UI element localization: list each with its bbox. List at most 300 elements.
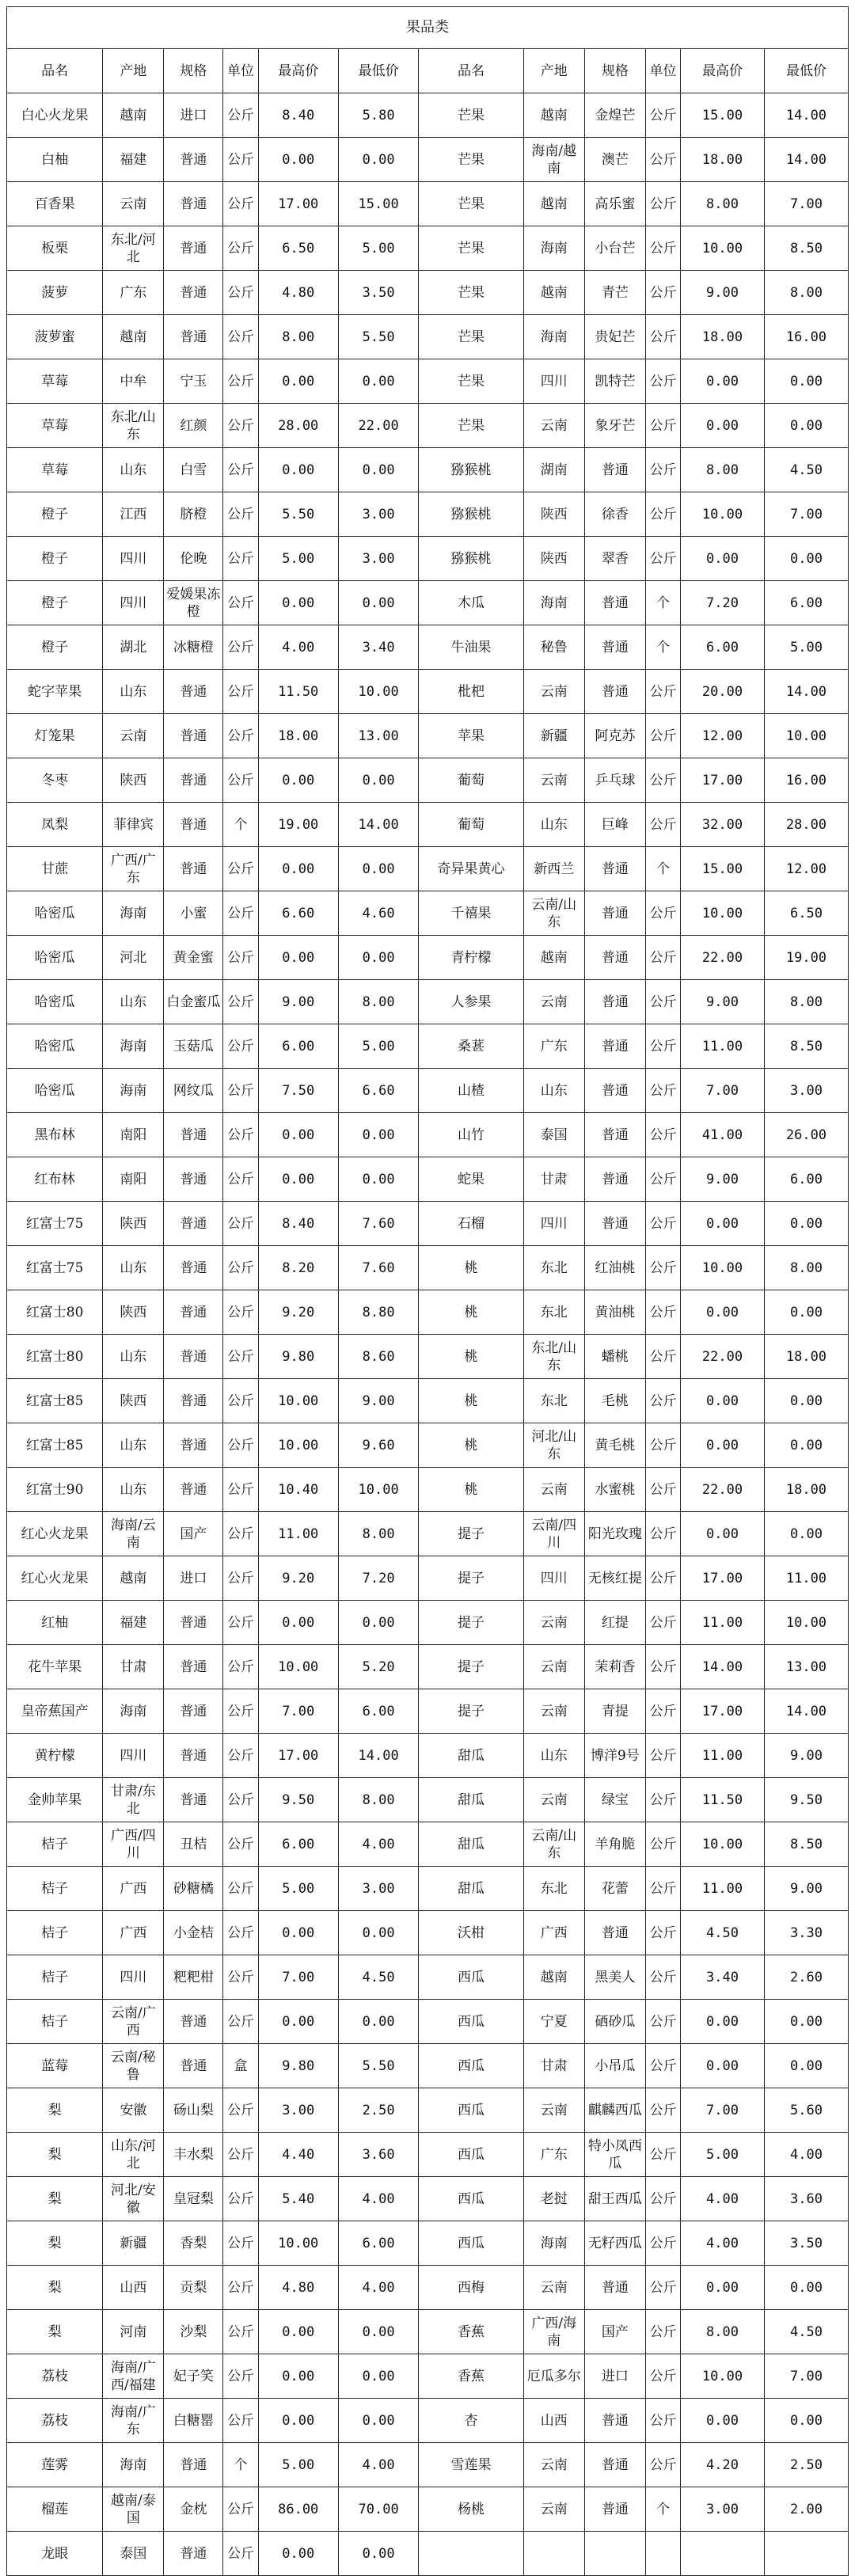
- cell-unit-left: 公斤: [223, 404, 258, 448]
- cell-max-price-left: 4.40: [258, 2133, 338, 2177]
- cell-min-price-right: 2.50: [764, 2443, 848, 2487]
- cell-name-left: 冬枣: [7, 758, 103, 803]
- table-row: [7, 625, 849, 670]
- cell-unit-left: 公斤: [223, 2532, 258, 2576]
- cell-unit-left: 公斤: [223, 936, 258, 980]
- cell-origin-left: 云南/秘鲁: [103, 2044, 164, 2088]
- cell-name-left: 金帅苹果: [7, 1778, 103, 1822]
- cell-unit-right: 公斤: [645, 1379, 680, 1423]
- cell-name-left: 红富士85: [7, 1379, 103, 1423]
- price-sheet: [6, 6, 849, 2576]
- cell-origin-left: 四川: [103, 537, 164, 581]
- cell-name-right: 西瓜: [419, 2221, 523, 2266]
- table-row: [7, 891, 849, 936]
- cell-origin-right: 老挝: [523, 2177, 584, 2221]
- cell-unit-right: [645, 2532, 680, 2576]
- cell-max-price-left: 4.80: [258, 2266, 338, 2310]
- cell-unit-right: 公斤: [645, 2354, 680, 2399]
- cell-unit-left: 公斤: [223, 537, 258, 581]
- cell-name-right: 猕猴桃: [419, 492, 523, 537]
- cell-name-right: 奇异果黄心: [419, 847, 523, 891]
- cell-unit-left: 公斤: [223, 138, 258, 182]
- cell-spec-left: 伦晚: [164, 537, 223, 581]
- cell-name-left: 红柚: [7, 1601, 103, 1645]
- cell-unit-left: 公斤: [223, 980, 258, 1024]
- cell-origin-right: 东北: [523, 1290, 584, 1335]
- cell-origin-right: 甘肃: [523, 2044, 584, 2088]
- cell-max-price-right: 10.00: [681, 226, 765, 271]
- cell-unit-right: 公斤: [645, 980, 680, 1024]
- cell-origin-right: 越南: [523, 93, 584, 138]
- cell-min-price-right: 5.60: [764, 2088, 848, 2133]
- cell-spec-right: 黄毛桃: [584, 1423, 645, 1468]
- cell-unit-right: 公斤: [645, 1202, 680, 1246]
- cell-unit-right: 个: [645, 847, 680, 891]
- cell-name-left: 荔枝: [7, 2354, 103, 2399]
- cell-origin-left: 海南: [103, 891, 164, 936]
- cell-min-price-right: 14.00: [764, 138, 848, 182]
- cell-unit-left: 公斤: [223, 1290, 258, 1335]
- cell-min-price-right: 8.00: [764, 271, 848, 315]
- cell-min-price-left: 4.00: [338, 2177, 418, 2221]
- cell-max-price-right: 4.00: [681, 2177, 765, 2221]
- cell-origin-left: 山东: [103, 448, 164, 492]
- cell-origin-right: [523, 2532, 584, 2576]
- cell-spec-left: 宁玉: [164, 359, 223, 404]
- cell-name-left: 梨: [7, 2088, 103, 2133]
- cell-origin-right: 云南: [523, 2487, 584, 2532]
- cell-origin-left: 河南: [103, 2310, 164, 2354]
- cell-unit-left: 公斤: [223, 2310, 258, 2354]
- cell-min-price-left: 0.00: [338, 847, 418, 891]
- column-header-spec-left: 规格: [164, 49, 223, 93]
- cell-max-price-left: 11.00: [258, 1512, 338, 1556]
- table-row: [7, 1778, 849, 1822]
- cell-origin-left: 甘肃/东北: [103, 1778, 164, 1822]
- cell-unit-left: 公斤: [223, 359, 258, 404]
- cell-max-price-left: 0.00: [258, 448, 338, 492]
- cell-min-price-right: 9.00: [764, 1734, 848, 1778]
- cell-origin-left: 海南: [103, 2443, 164, 2487]
- cell-name-right: 山竹: [419, 1113, 523, 1157]
- cell-max-price-right: 11.00: [681, 1734, 765, 1778]
- cell-name-left: 蛇字苹果: [7, 670, 103, 714]
- cell-name-right: 桃: [419, 1468, 523, 1512]
- cell-min-price-right: 10.00: [764, 714, 848, 758]
- cell-max-price-left: 7.00: [258, 1955, 338, 2000]
- cell-origin-left: 菲律宾: [103, 803, 164, 847]
- table-row: [7, 1157, 849, 1202]
- cell-name-left: 红富士80: [7, 1290, 103, 1335]
- cell-unit-right: 公斤: [645, 1024, 680, 1069]
- table-row: [7, 1601, 849, 1645]
- cell-max-price-left: 0.00: [258, 1113, 338, 1157]
- table-row: [7, 404, 849, 448]
- cell-name-left: 红富士75: [7, 1202, 103, 1246]
- cell-max-price-left: 8.00: [258, 315, 338, 359]
- cell-max-price-right: 10.00: [681, 1246, 765, 1290]
- cell-max-price-right: 10.00: [681, 2354, 765, 2399]
- cell-unit-right: 公斤: [645, 1468, 680, 1512]
- cell-unit-left: 公斤: [223, 1556, 258, 1601]
- cell-spec-right: 麒麟西瓜: [584, 2088, 645, 2133]
- cell-origin-left: 海南/广西/福建: [103, 2354, 164, 2399]
- cell-unit-left: 公斤: [223, 492, 258, 537]
- cell-min-price-left: 0.00: [338, 2000, 418, 2044]
- cell-max-price-left: 8.20: [258, 1246, 338, 1290]
- cell-origin-left: 陕西: [103, 1290, 164, 1335]
- cell-unit-left: 公斤: [223, 891, 258, 936]
- cell-origin-right: 云南: [523, 758, 584, 803]
- cell-unit-right: 公斤: [645, 1423, 680, 1468]
- cell-unit-right: 公斤: [645, 492, 680, 537]
- cell-spec-left: 爱媛果冻橙: [164, 581, 223, 625]
- cell-origin-left: 云南/广西: [103, 2000, 164, 2044]
- cell-min-price-right: 2.00: [764, 2487, 848, 2532]
- cell-unit-right: 公斤: [645, 714, 680, 758]
- cell-origin-left: 新疆: [103, 2221, 164, 2266]
- cell-name-right: 桃: [419, 1290, 523, 1335]
- cell-max-price-left: 0.00: [258, 758, 338, 803]
- cell-unit-left: 盒: [223, 2044, 258, 2088]
- cell-spec-left: 普通: [164, 1778, 223, 1822]
- column-header-unit-left: 单位: [223, 49, 258, 93]
- cell-unit-right: 公斤: [645, 1645, 680, 1689]
- cell-spec-right: 普通: [584, 847, 645, 891]
- cell-spec-right: 毛桃: [584, 1379, 645, 1423]
- cell-spec-left: 普通: [164, 1379, 223, 1423]
- cell-min-price-right: 26.00: [764, 1113, 848, 1157]
- cell-max-price-left: 0.00: [258, 1601, 338, 1645]
- cell-min-price-left: 5.00: [338, 226, 418, 271]
- cell-name-right: 芒果: [419, 359, 523, 404]
- cell-spec-left: 皇冠梨: [164, 2177, 223, 2221]
- cell-max-price-right: 7.00: [681, 2088, 765, 2133]
- cell-max-price-left: 4.00: [258, 625, 338, 670]
- cell-spec-left: 普通: [164, 1734, 223, 1778]
- cell-unit-left: 公斤: [223, 1468, 258, 1512]
- cell-name-right: 蛇果: [419, 1157, 523, 1202]
- cell-max-price-left: 7.50: [258, 1069, 338, 1113]
- cell-origin-right: 新西兰: [523, 847, 584, 891]
- cell-origin-left: 云南: [103, 714, 164, 758]
- cell-min-price-right: 0.00: [764, 1423, 848, 1468]
- cell-origin-left: 河北: [103, 936, 164, 980]
- cell-origin-right: 云南: [523, 404, 584, 448]
- cell-max-price-left: 0.00: [258, 2000, 338, 2044]
- cell-origin-left: 四川: [103, 581, 164, 625]
- cell-origin-left: 四川: [103, 1955, 164, 2000]
- cell-max-price-left: 0.00: [258, 2399, 338, 2443]
- cell-spec-right: 乒乓球: [584, 758, 645, 803]
- cell-unit-right: 公斤: [645, 1113, 680, 1157]
- cell-name-left: 红富士90: [7, 1468, 103, 1512]
- cell-name-left: 红富士75: [7, 1246, 103, 1290]
- cell-max-price-left: 0.00: [258, 581, 338, 625]
- cell-min-price-right: 0.00: [764, 2266, 848, 2310]
- cell-origin-left: 福建: [103, 138, 164, 182]
- table-row: [7, 226, 849, 271]
- header-row: [7, 49, 849, 93]
- table-row: [7, 1955, 849, 2000]
- cell-spec-right: 徐香: [584, 492, 645, 537]
- cell-min-price-left: 7.20: [338, 1556, 418, 1601]
- cell-unit-right: 公斤: [645, 1246, 680, 1290]
- cell-origin-right: 广西: [523, 1911, 584, 1955]
- cell-spec-right: 黄油桃: [584, 1290, 645, 1335]
- cell-max-price-left: 86.00: [258, 2487, 338, 2532]
- cell-name-right: 芒果: [419, 271, 523, 315]
- cell-min-price-left: 5.50: [338, 315, 418, 359]
- cell-name-right: 提子: [419, 1556, 523, 1601]
- cell-spec-left: 白金蜜瓜: [164, 980, 223, 1024]
- cell-spec-left: 进口: [164, 1556, 223, 1601]
- cell-name-right: 提子: [419, 1601, 523, 1645]
- cell-name-left: 桔子: [7, 1822, 103, 1867]
- cell-name-right: 葡萄: [419, 758, 523, 803]
- cell-name-left: 桔子: [7, 1955, 103, 2000]
- cell-min-price-left: 8.00: [338, 980, 418, 1024]
- cell-min-price-right: 13.00: [764, 1645, 848, 1689]
- cell-spec-right: 普通: [584, 936, 645, 980]
- cell-unit-left: 公斤: [223, 315, 258, 359]
- cell-min-price-left: 6.00: [338, 1689, 418, 1734]
- cell-spec-left: 普通: [164, 1335, 223, 1379]
- cell-spec-left: 普通: [164, 2443, 223, 2487]
- cell-name-left: 菠萝: [7, 271, 103, 315]
- cell-name-right: 猕猴桃: [419, 448, 523, 492]
- cell-max-price-left: 6.50: [258, 226, 338, 271]
- cell-max-price-left: 18.00: [258, 714, 338, 758]
- cell-unit-right: 公斤: [645, 448, 680, 492]
- cell-min-price-left: 0.00: [338, 138, 418, 182]
- cell-unit-left: 公斤: [223, 182, 258, 226]
- cell-origin-right: 山东: [523, 1069, 584, 1113]
- cell-min-price-left: 5.50: [338, 2044, 418, 2088]
- cell-spec-right: 水蜜桃: [584, 1468, 645, 1512]
- cell-name-left: 橙子: [7, 537, 103, 581]
- cell-origin-right: 河北/山东: [523, 1423, 584, 1468]
- cell-unit-right: 公斤: [645, 315, 680, 359]
- cell-spec-right: 国产: [584, 2310, 645, 2354]
- cell-name-left: 莲雾: [7, 2443, 103, 2487]
- cell-min-price-left: 2.50: [338, 2088, 418, 2133]
- cell-origin-left: 陕西: [103, 758, 164, 803]
- cell-min-price-left: 8.60: [338, 1335, 418, 1379]
- cell-max-price-left: 8.40: [258, 93, 338, 138]
- cell-unit-left: 公斤: [223, 2000, 258, 2044]
- cell-max-price-left: 0.00: [258, 359, 338, 404]
- cell-name-right: 香蕉: [419, 2354, 523, 2399]
- cell-spec-left: 普通: [164, 2044, 223, 2088]
- cell-max-price-right: 3.40: [681, 1955, 765, 2000]
- cell-name-right: 木瓜: [419, 581, 523, 625]
- table-row: [7, 537, 849, 581]
- cell-origin-left: 南阳: [103, 1157, 164, 1202]
- cell-unit-right: 公斤: [645, 1911, 680, 1955]
- cell-min-price-left: 9.60: [338, 1423, 418, 1468]
- cell-spec-left: 国产: [164, 1512, 223, 1556]
- cell-unit-right: 公斤: [645, 2088, 680, 2133]
- cell-max-price-left: 8.40: [258, 1202, 338, 1246]
- cell-unit-left: 公斤: [223, 1601, 258, 1645]
- cell-min-price-left: 8.00: [338, 1512, 418, 1556]
- cell-origin-left: 海南/云南: [103, 1512, 164, 1556]
- cell-unit-right: 公斤: [645, 2133, 680, 2177]
- cell-min-price-right: 0.00: [764, 2399, 848, 2443]
- cell-name-right: 芒果: [419, 93, 523, 138]
- cell-min-price-left: 3.40: [338, 625, 418, 670]
- cell-min-price-left: 0.00: [338, 2532, 418, 2576]
- table-row: [7, 1069, 849, 1113]
- cell-unit-left: 个: [223, 803, 258, 847]
- table-row: [7, 315, 849, 359]
- table-row: [7, 2000, 849, 2044]
- column-header-name-right: 品名: [419, 49, 523, 93]
- cell-unit-right: 公斤: [645, 2000, 680, 2044]
- cell-origin-right: 陕西: [523, 492, 584, 537]
- cell-spec-left: 普通: [164, 1645, 223, 1689]
- cell-spec-right: 特小凤西瓜: [584, 2133, 645, 2177]
- table-row: [7, 1379, 849, 1423]
- table-row: [7, 2088, 849, 2133]
- cell-max-price-right: 41.00: [681, 1113, 765, 1157]
- cell-spec-right: 花蕾: [584, 1867, 645, 1911]
- cell-max-price-left: 17.00: [258, 182, 338, 226]
- table-row: [7, 2354, 849, 2399]
- cell-origin-left: 南阳: [103, 1113, 164, 1157]
- cell-origin-left: 越南/泰国: [103, 2487, 164, 2532]
- cell-unit-left: 公斤: [223, 1955, 258, 2000]
- cell-origin-right: 云南: [523, 1468, 584, 1512]
- cell-spec-left: 小金桔: [164, 1911, 223, 1955]
- cell-name-left: 草莓: [7, 404, 103, 448]
- cell-name-right: 西瓜: [419, 2000, 523, 2044]
- table-row: [7, 93, 849, 138]
- cell-name-left: 红富士80: [7, 1335, 103, 1379]
- cell-min-price-right: 6.00: [764, 1157, 848, 1202]
- cell-origin-right: 云南: [523, 1645, 584, 1689]
- cell-name-right: 西瓜: [419, 1955, 523, 2000]
- cell-name-right: 芒果: [419, 226, 523, 271]
- cell-spec-right: 高乐蜜: [584, 182, 645, 226]
- cell-spec-right: 普通: [584, 1113, 645, 1157]
- cell-name-right: 芒果: [419, 404, 523, 448]
- cell-unit-right: 公斤: [645, 758, 680, 803]
- cell-unit-left: 公斤: [223, 2487, 258, 2532]
- cell-spec-right: 普通: [584, 1069, 645, 1113]
- cell-spec-right: 蟠桃: [584, 1335, 645, 1379]
- cell-spec-left: 普通: [164, 1689, 223, 1734]
- cell-spec-left: 普通: [164, 226, 223, 271]
- cell-name-right: 甜瓜: [419, 1734, 523, 1778]
- table-row: [7, 2266, 849, 2310]
- cell-min-price-left: 0.00: [338, 1911, 418, 1955]
- table-row: [7, 2532, 849, 2576]
- cell-max-price-right: 32.00: [681, 803, 765, 847]
- cell-max-price-left: 9.80: [258, 1335, 338, 1379]
- cell-min-price-right: 6.50: [764, 891, 848, 936]
- cell-name-right: 西梅: [419, 2266, 523, 2310]
- cell-unit-left: 公斤: [223, 714, 258, 758]
- cell-min-price-right: 7.00: [764, 492, 848, 537]
- cell-spec-left: 普通: [164, 758, 223, 803]
- cell-max-price-right: 0.00: [681, 537, 765, 581]
- cell-origin-right: 山东: [523, 803, 584, 847]
- cell-name-right: 杨桃: [419, 2487, 523, 2532]
- cell-unit-right: 公斤: [645, 803, 680, 847]
- cell-spec-right: 青芒: [584, 271, 645, 315]
- cell-name-right: 甜瓜: [419, 1822, 523, 1867]
- cell-spec-left: 普通: [164, 1246, 223, 1290]
- cell-name-left: 红富士85: [7, 1423, 103, 1468]
- cell-spec-right: 普通: [584, 625, 645, 670]
- cell-min-price-left: 15.00: [338, 182, 418, 226]
- cell-unit-right: 公斤: [645, 1556, 680, 1601]
- cell-unit-left: 公斤: [223, 1113, 258, 1157]
- cell-min-price-right: 2.60: [764, 1955, 848, 2000]
- cell-name-left: 板栗: [7, 226, 103, 271]
- cell-unit-right: 公斤: [645, 226, 680, 271]
- cell-spec-left: 普通: [164, 1601, 223, 1645]
- cell-spec-right: 进口: [584, 2354, 645, 2399]
- cell-max-price-right: 22.00: [681, 936, 765, 980]
- table-row: [7, 1822, 849, 1867]
- table-row: [7, 2221, 849, 2266]
- cell-name-right: 芒果: [419, 182, 523, 226]
- cell-spec-right: 青提: [584, 1689, 645, 1734]
- cell-unit-right: 公斤: [645, 2443, 680, 2487]
- cell-min-price-right: 3.60: [764, 2177, 848, 2221]
- cell-origin-left: 山东: [103, 1423, 164, 1468]
- cell-max-price-right: 15.00: [681, 93, 765, 138]
- cell-origin-left: 山东: [103, 980, 164, 1024]
- cell-spec-left: 粑粑柑: [164, 1955, 223, 2000]
- cell-origin-right: 广西/海南: [523, 2310, 584, 2354]
- cell-min-price-right: 0.00: [764, 1379, 848, 1423]
- cell-origin-left: 海南: [103, 1069, 164, 1113]
- cell-min-price-right: 12.00: [764, 847, 848, 891]
- table-row: [7, 448, 849, 492]
- cell-min-price-left: 5.00: [338, 1024, 418, 1069]
- cell-unit-left: 公斤: [223, 448, 258, 492]
- cell-origin-right: 东北: [523, 1379, 584, 1423]
- cell-unit-left: 公斤: [223, 1734, 258, 1778]
- cell-unit-left: 公斤: [223, 226, 258, 271]
- cell-name-right: 青柠檬: [419, 936, 523, 980]
- cell-origin-left: 陕西: [103, 1379, 164, 1423]
- cell-min-price-right: 14.00: [764, 670, 848, 714]
- cell-max-price-right: 4.00: [681, 2221, 765, 2266]
- cell-max-price-right: 17.00: [681, 1556, 765, 1601]
- cell-name-left: 梨: [7, 2177, 103, 2221]
- table-row: [7, 758, 849, 803]
- cell-max-price-left: 0.00: [258, 847, 338, 891]
- table-row: [7, 2487, 849, 2532]
- cell-min-price-left: 3.00: [338, 1867, 418, 1911]
- cell-origin-right: 云南: [523, 2088, 584, 2133]
- cell-spec-right: 普通: [584, 980, 645, 1024]
- cell-max-price-right: 11.00: [681, 1024, 765, 1069]
- cell-spec-right: 甜王西瓜: [584, 2177, 645, 2221]
- column-header-unit-right: 单位: [645, 49, 680, 93]
- cell-min-price-right: 0.00: [764, 404, 848, 448]
- cell-spec-left: 沙梨: [164, 2310, 223, 2354]
- cell-max-price-right: 0.00: [681, 1290, 765, 1335]
- cell-spec-right: 普通: [584, 2487, 645, 2532]
- cell-origin-left: 广西/广东: [103, 847, 164, 891]
- cell-min-price-right: 9.00: [764, 1867, 848, 1911]
